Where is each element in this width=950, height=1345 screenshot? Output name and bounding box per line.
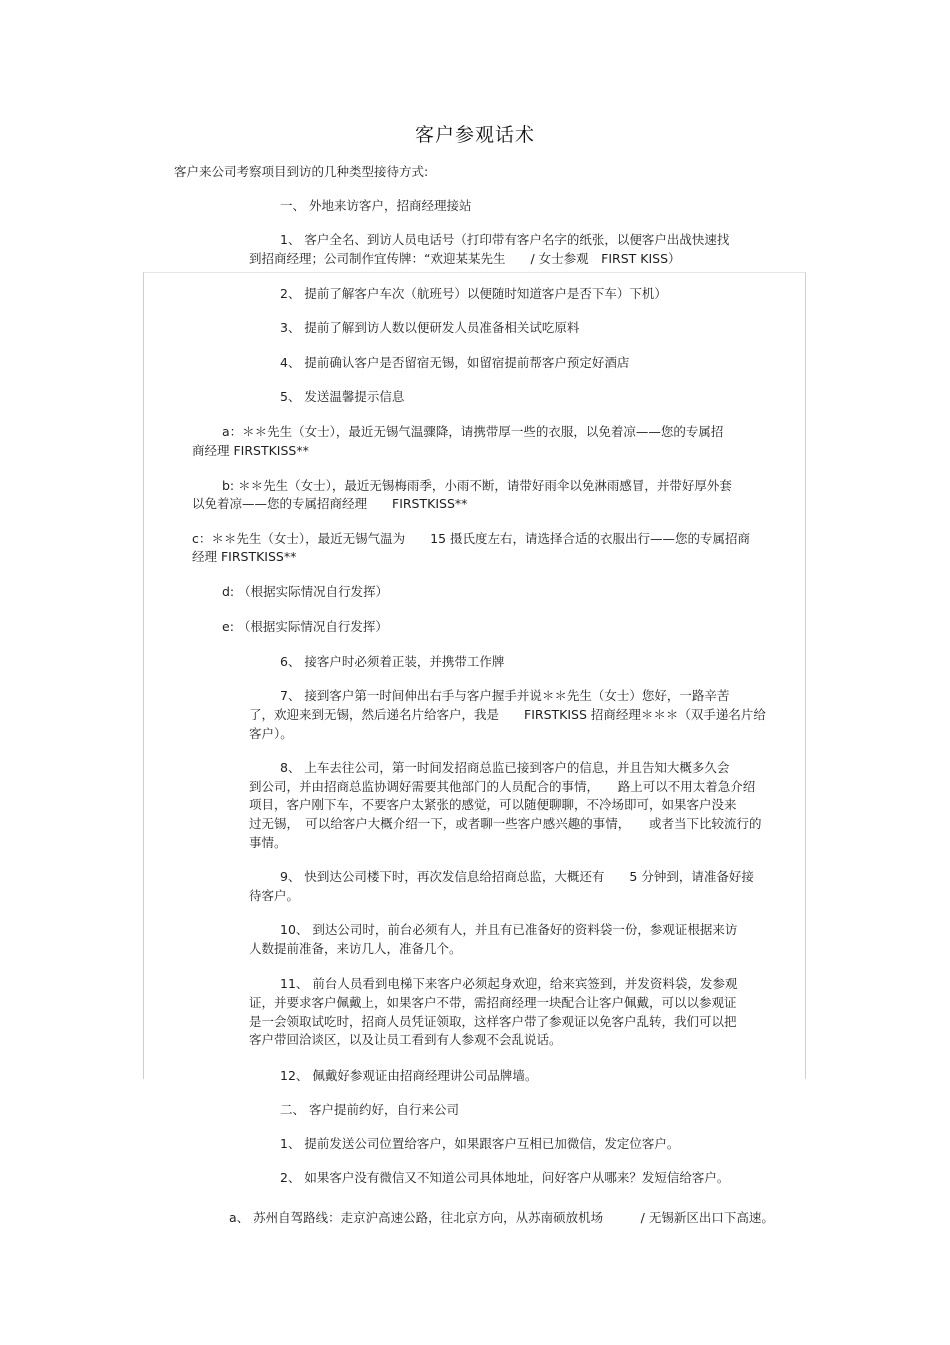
tip-a-line-2: 商经理 FIRSTKISS**	[192, 443, 309, 458]
item-11-line-3: 是一会领取试吃时，招商人员凭证领取，这样客户带了参观证以免客户乱转，我们可以把	[249, 1014, 737, 1029]
item-2: 2、 提前了解客户车次（航班号）以便随时知道客户是否下车）下机）	[280, 286, 667, 301]
tip-c-line-2: 经理 FIRSTKISS**	[192, 549, 297, 564]
item-3: 3、 提前了解到访人数以便研发人员准备相关试吃原料	[280, 320, 580, 335]
page-title: 客户参观话术	[414, 124, 535, 146]
tip-d: d: （根据实际情况自行发挥）	[222, 584, 389, 599]
item-5: 5、 发送温馨提示信息	[280, 389, 405, 404]
item-12: 12、 佩戴好参观证由招商经理讲公司品牌墙。	[280, 1068, 538, 1083]
section-heading-2: 二、 客户提前约好，自行来公司	[280, 1102, 459, 1117]
content-frame	[143, 272, 806, 1079]
item-1-line-1: 1、 客户全名、到访人员电话号（打印带有客户名字的纸张，以便客户出战快速找	[280, 232, 730, 247]
item-9-line-2: 待客户。	[249, 888, 300, 903]
item-8-line-5: 事情。	[249, 835, 287, 850]
item-10-line-2: 人数提前准备，来访几人，准备几个。	[249, 941, 462, 956]
route-a: a、 苏州自驾路线：走京沪高速公路，往北京方向，从苏南硕放机场 / 无锡新区出口下高速。	[229, 1210, 774, 1225]
tip-c-line-1: c：＊＊先生（女士），最近无锡气温为 15 摄氏度左右，请选择合适的衣服出行——您的专属招商	[192, 531, 751, 546]
section-2-item-2: 2、 如果客户没有微信又不知道公司具体地址，问好客户从哪来？发短信给客户。	[280, 1170, 730, 1185]
intro-text: 客户来公司考察项目到访的几种类型接待方式:	[174, 164, 429, 179]
item-11-line-1: 11、 前台人员看到电梯下来客户必须起身欢迎，给来宾签到，并发资料袋，发参观	[280, 976, 738, 991]
section-2-item-1: 1、 提前发送公司位置给客户，如果跟客户互相已加微信，发定位客户。	[280, 1136, 680, 1151]
item-1-line-2: 到招商经理；公司制作宜传牌：“欢迎某某先生 / 女士参观 FIRST KISS）	[249, 251, 681, 266]
item-4: 4、 提前确认客户是否留宿无锡，如留宿提前帮客户预定好酒店	[280, 355, 630, 370]
item-9-line-1: 9、 快到达公司楼下时，再次发信息给招商总监，大概还有 5 分钟到，请准备好接	[280, 869, 754, 884]
item-7-line-2: 了，欢迎来到无锡，然后递名片给客户，我是 FIRSTKISS 招商经理＊＊＊（双手递名片给	[249, 707, 766, 722]
item-7-line-3: 客户）。	[249, 726, 293, 741]
item-11-line-2: 证，并要求客户佩戴上，如果客户不带，需招商经理一块配合让客户佩戴，可以以参观证	[249, 995, 737, 1010]
item-8-line-2: 到公司，并由招商总监协调好需要其他部门的人员配合的事情， 路上可以不用太着急介绍	[249, 779, 756, 794]
item-8-line-3: 项目，客户刚下车，不要客户太紧张的感觉，可以随便聊聊，不冷场即可，如果客户没来	[249, 797, 737, 812]
item-8-line-1: 8、 上车去往公司，第一时间发招商总监已接到客户的信息，并且告知大概多久会	[280, 760, 730, 775]
item-10-line-1: 10、 到达公司时，前台必须有人，并且有已准备好的资料袋一份，参观证根据来访	[280, 922, 738, 937]
tip-b-line-2: 以免着凉——您的专属招商经理 FIRSTKISS**	[192, 496, 468, 511]
tip-e: e: （根据实际情况自行发挥）	[222, 619, 388, 634]
section-heading-1: 一、 外地来访客户，招商经理接站	[280, 198, 472, 213]
tip-b-line-1: b: ＊＊先生（女士），最近无锡梅雨季，小雨不断，请带好雨伞以免淋雨感冒，并带好厚外套	[222, 478, 732, 493]
item-7-line-1: 7、 接到客户第一时间伸出右手与客户握手并说＊＊先生（女士）您好，一路辛苦	[280, 688, 730, 703]
tip-a-line-1: a：＊＊先生（女士），最近无锡气温骤降，请携带厚一些的衣服，以免着凉——您的专属招	[222, 424, 724, 439]
item-11-line-4: 客户带回洽谈区，以及让员工看到有人参观不会乱说话。	[249, 1032, 562, 1047]
item-6: 6、 接客户时必须着正装，并携带工作牌	[280, 654, 505, 669]
item-8-line-4: 过无锡， 可以给客户大概介绍一下，或者聊一些客户感兴趣的事情， 或者当下比较流行的	[249, 816, 762, 831]
